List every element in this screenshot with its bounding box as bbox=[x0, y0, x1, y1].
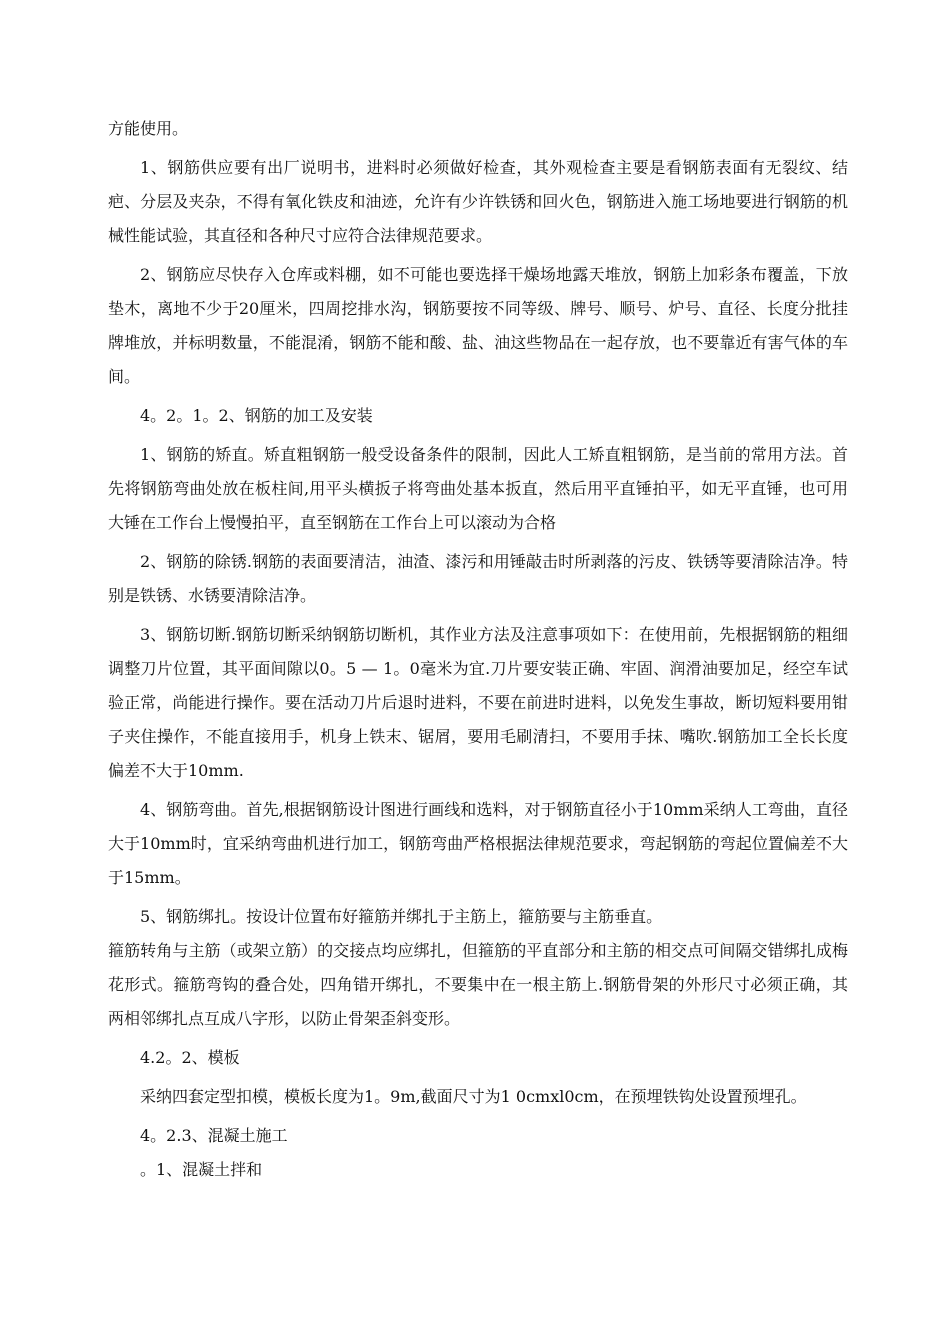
paragraph-rebar-derusting: 2、钢筋的除锈.钢筋的表面要清洁，油渣、漆污和用锤敲击时所剥落的污皮、铁锈等要清除洁净。特别是铁锈、水锈要清除洁净。 bbox=[108, 552, 848, 605]
paragraph-rebar-supply: 1、钢筋供应要有出厂说明书，进料时必须做好检查，其外观检查主要是看钢筋表面有无裂纹、结疤、分层及夹杂，不得有氧化铁皮和油迹，允许有少许铁锈和回火色，钢筋进入施工场地要进行钢筋的机械性能试验，其直径和各种尺寸应符合法律规范要求。 bbox=[108, 158, 848, 245]
paragraph-rebar-straightening: 1、钢筋的矫直。矫直粗钢筋一般受设备条件的限制，因此人工矫直粗钢筋，是当前的常用方法。首先将钢筋弯曲处放在板柱间,用平头横扳子将弯曲处基本扳直，然后用平直锤拍平，如无平直锤，也可用大锤在工作台上慢慢拍平，直至钢筋在工作台上可以滚动为合格 bbox=[108, 445, 848, 532]
paragraph-stirrup-binding: 箍筋转角与主筋（或架立筋）的交接点均应绑扎，但箍筋的平直部分和主筋的相交点可间隔交错绑扎成梅花形式。箍筋弯钩的叠合处，四角错开绑扎，不要集中在一根主筋上.钢筋骨架的外形尺寸必须正确，其两相邻绑扎点互成八字形，以防止骨架歪斜变形。 bbox=[108, 941, 848, 1028]
paragraph-rebar-cutting: 3、钢筋切断.钢筋切断采纳钢筋切断机，其作业方法及注意事项如下：在使用前，先根据钢筋的粗细调整刀片位置，其平面间隙以0。5 — 1。0毫米为宜.刀片要安装正确、牢固、润滑油要加足，经空车试验正常，尚能进行操作。要在活动刀片后退时进料，不要在前进时进料，以免发生事故，断切短料要用钳子夹住操作，不能直接用手，机身上铁末、锯屑，要用毛刷清扫，不要用手抹、嘴吹.钢筋加工全长长度偏差不大于10mm. bbox=[108, 625, 848, 780]
document-body bbox=[108, 112, 848, 1192]
paragraph-rebar-storage: 2、钢筋应尽快存入仓库或料棚，如不可能也要选择干燥场地露天堆放，钢筋上加彩条布覆盖，下放垫木，离地不少于20厘米，四周挖排水沟，钢筋要按不同等级、牌号、顺号、炉号、直径、长度分批挂牌堆放，并标明数量，不能混淆，钢筋不能和酸、盐、油这些物品在一起存放，也不要靠近有害气体的车间。 bbox=[108, 265, 848, 386]
paragraph-rebar-binding: 5、钢筋绑扎。按设计位置布好箍筋并绑扎于主筋上，箍筋要与主筋垂直。 bbox=[140, 907, 663, 926]
heading-rebar-processing: 4。2。1。2、钢筋的加工及安装 bbox=[140, 406, 373, 425]
paragraph-rebar-bending: 4、钢筋弯曲。首先,根据钢筋设计图进行画线和选料，对于钢筋直径小于10mm采纳人工弯曲，直径大于10mm时，宜采纳弯曲机进行加工，钢筋弯曲严格根据法律规范要求，弯起钢筋的弯起位置偏差不大于15mm。 bbox=[108, 800, 848, 887]
heading-concrete-mixing: 。1、混凝土拌和 bbox=[140, 1160, 263, 1179]
heading-concrete-construction: 4。2.3、混凝土施工 bbox=[140, 1126, 288, 1145]
paragraph-continuation: 方能使用。 bbox=[108, 119, 189, 138]
paragraph-formwork: 采纳四套定型扣模，模板长度为1。9m,截面尺寸为1 0cmxl0cm，在预埋铁钩处设置预埋孔。 bbox=[140, 1087, 807, 1106]
heading-formwork: 4.2。2、模板 bbox=[140, 1048, 240, 1067]
